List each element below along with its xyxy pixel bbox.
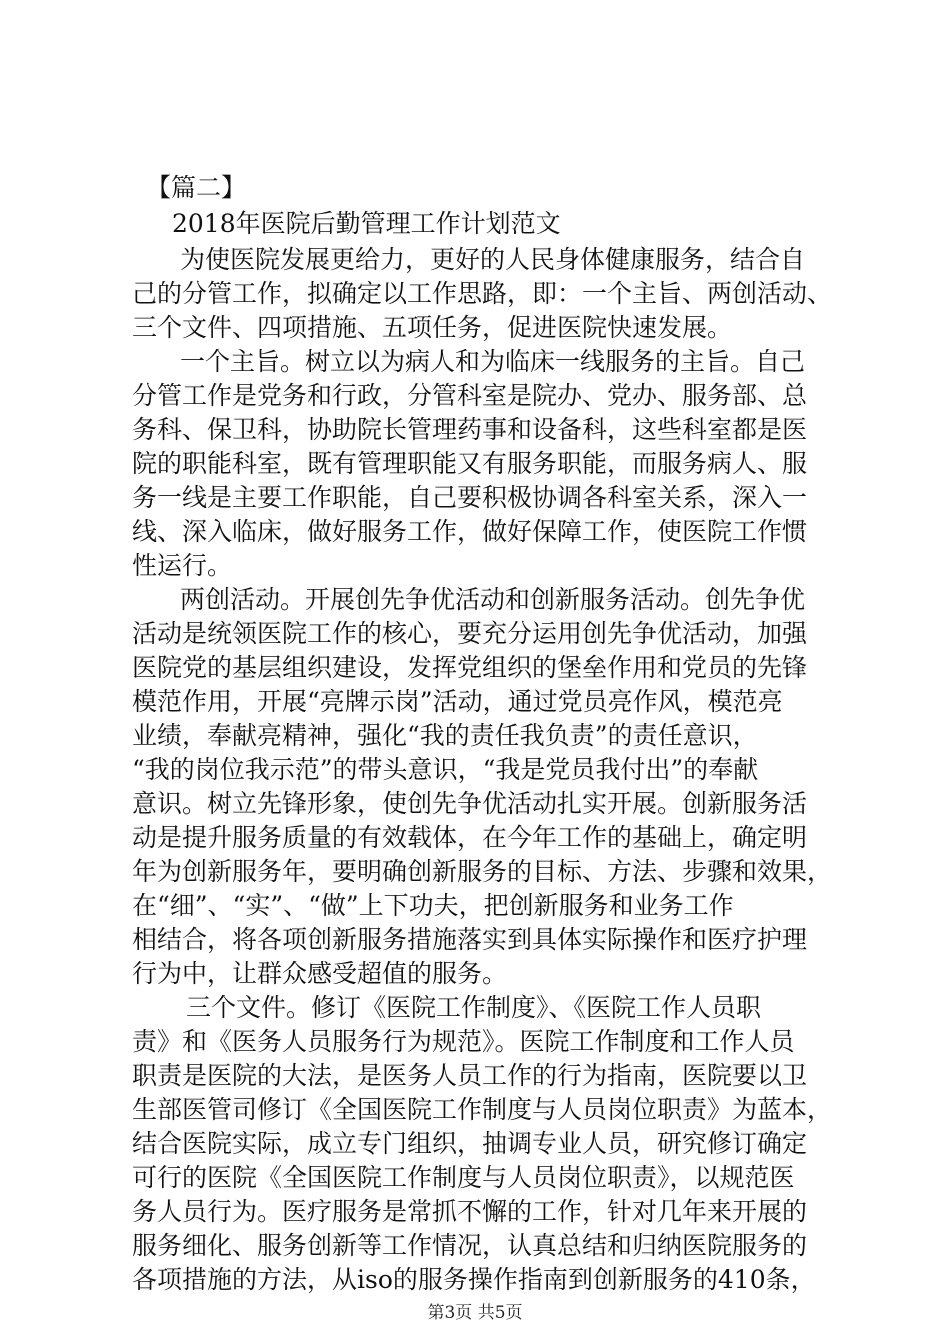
body-line: 两创活动。开展创先争优活动和创新服务活动。创先争优 [180, 585, 806, 614]
body-line: 模范作用，开展“亮牌示岗”活动，通过党员亮作风，模范亮 [132, 687, 783, 716]
body-line: 服务细化、服务创新等工作情况，认真总结和归纳医院服务的 [132, 1231, 808, 1260]
body-line: 院的职能科室，既有管理职能又有服务职能，而服务病人、服 [132, 449, 808, 478]
body-line: 己的分管工作，拟确定以工作思路，即：一个主旨、两创活动、 [132, 279, 833, 308]
body-line: 动是提升服务质量的有效载体，在今年工作的基础上，确定明 [132, 823, 808, 852]
document-title: 2018年医院后勤管理工作计划范文 [172, 209, 561, 238]
body-line: 各项措施的方法，从iso的服务操作指南到创新服务的410条， [132, 1265, 816, 1294]
body-line: 职责是医院的大法，是医务人员工作的行为指南，医院要以卫 [132, 1061, 808, 1090]
body-line: 在“细”、“实”、“做”上下功夫，把创新服务和业务工作 [132, 891, 734, 920]
body-line: 性运行。 [132, 551, 233, 580]
body-line: 三个文件。修订《医院工作制度》、《医院工作人员职 [186, 993, 762, 1022]
body-line: 意识。树立先锋形象，使创先争优活动扎实开展。创新服务活 [132, 789, 808, 818]
section-heading: 【篇二】 [146, 173, 247, 202]
body-line: 务一线是主要工作职能，自己要积极协调各科室关系，深入一 [132, 483, 808, 512]
body-line: 活动是统领医院工作的核心，要充分运用创先争优活动，加强 [132, 619, 808, 648]
body-line: “我的岗位我示范”的带头意识，“我是党员我付出”的奉献 [132, 755, 759, 784]
body-line: 年为创新服务年，要明确创新服务的目标、方法、步骤和效果， [132, 857, 833, 886]
body-line: 三个文件、四项措施、五项任务，促进医院快速发展。 [132, 313, 733, 342]
body-line: 生部医管司修订《全国医院工作制度与人员岗位职责》为蓝本， [132, 1095, 833, 1124]
page-indicator: 第3页 共5页 [427, 1303, 523, 1323]
body-line: 相结合，将各项创新服务措施落实到具体实际操作和医疗护理 [132, 925, 808, 954]
body-line: 为使医院发展更给力，更好的人民身体健康服务，结合自 [180, 245, 806, 274]
body-line: 可行的医院《全国医院工作制度与人员岗位职责》，以规范医 [132, 1163, 795, 1192]
body-line: 务人员行为。医疗服务是常抓不懈的工作，针对几年来开展的 [132, 1197, 808, 1226]
body-line: 医院党的基层组织建设，发挥党组织的堡垒作用和党员的先锋 [132, 653, 808, 682]
body-line: 责》和《医务人员服务行为规范》。医院工作制度和工作人员 [132, 1027, 795, 1056]
body-line: 分管工作是党务和行政，分管科室是院办、党办、服务部、总 [132, 381, 808, 410]
body-line: 线、深入临床，做好服务工作，做好保障工作，使医院工作惯 [132, 517, 808, 546]
body-line: 务科、保卫科，协助院长管理药事和设备科，这些科室都是医 [132, 415, 808, 444]
body-line: 行为中，让群众感受超值的服务。 [132, 959, 508, 988]
body-line: 结合医院实际，成立专门组织，抽调专业人员，研究修订确定 [132, 1129, 808, 1158]
body-line: 业绩，奉献亮精神，强化“我的责任我负责”的责任意识， [132, 721, 758, 750]
body-line: 一个主旨。树立以为病人和为临床一线服务的主旨。自己 [180, 347, 806, 376]
